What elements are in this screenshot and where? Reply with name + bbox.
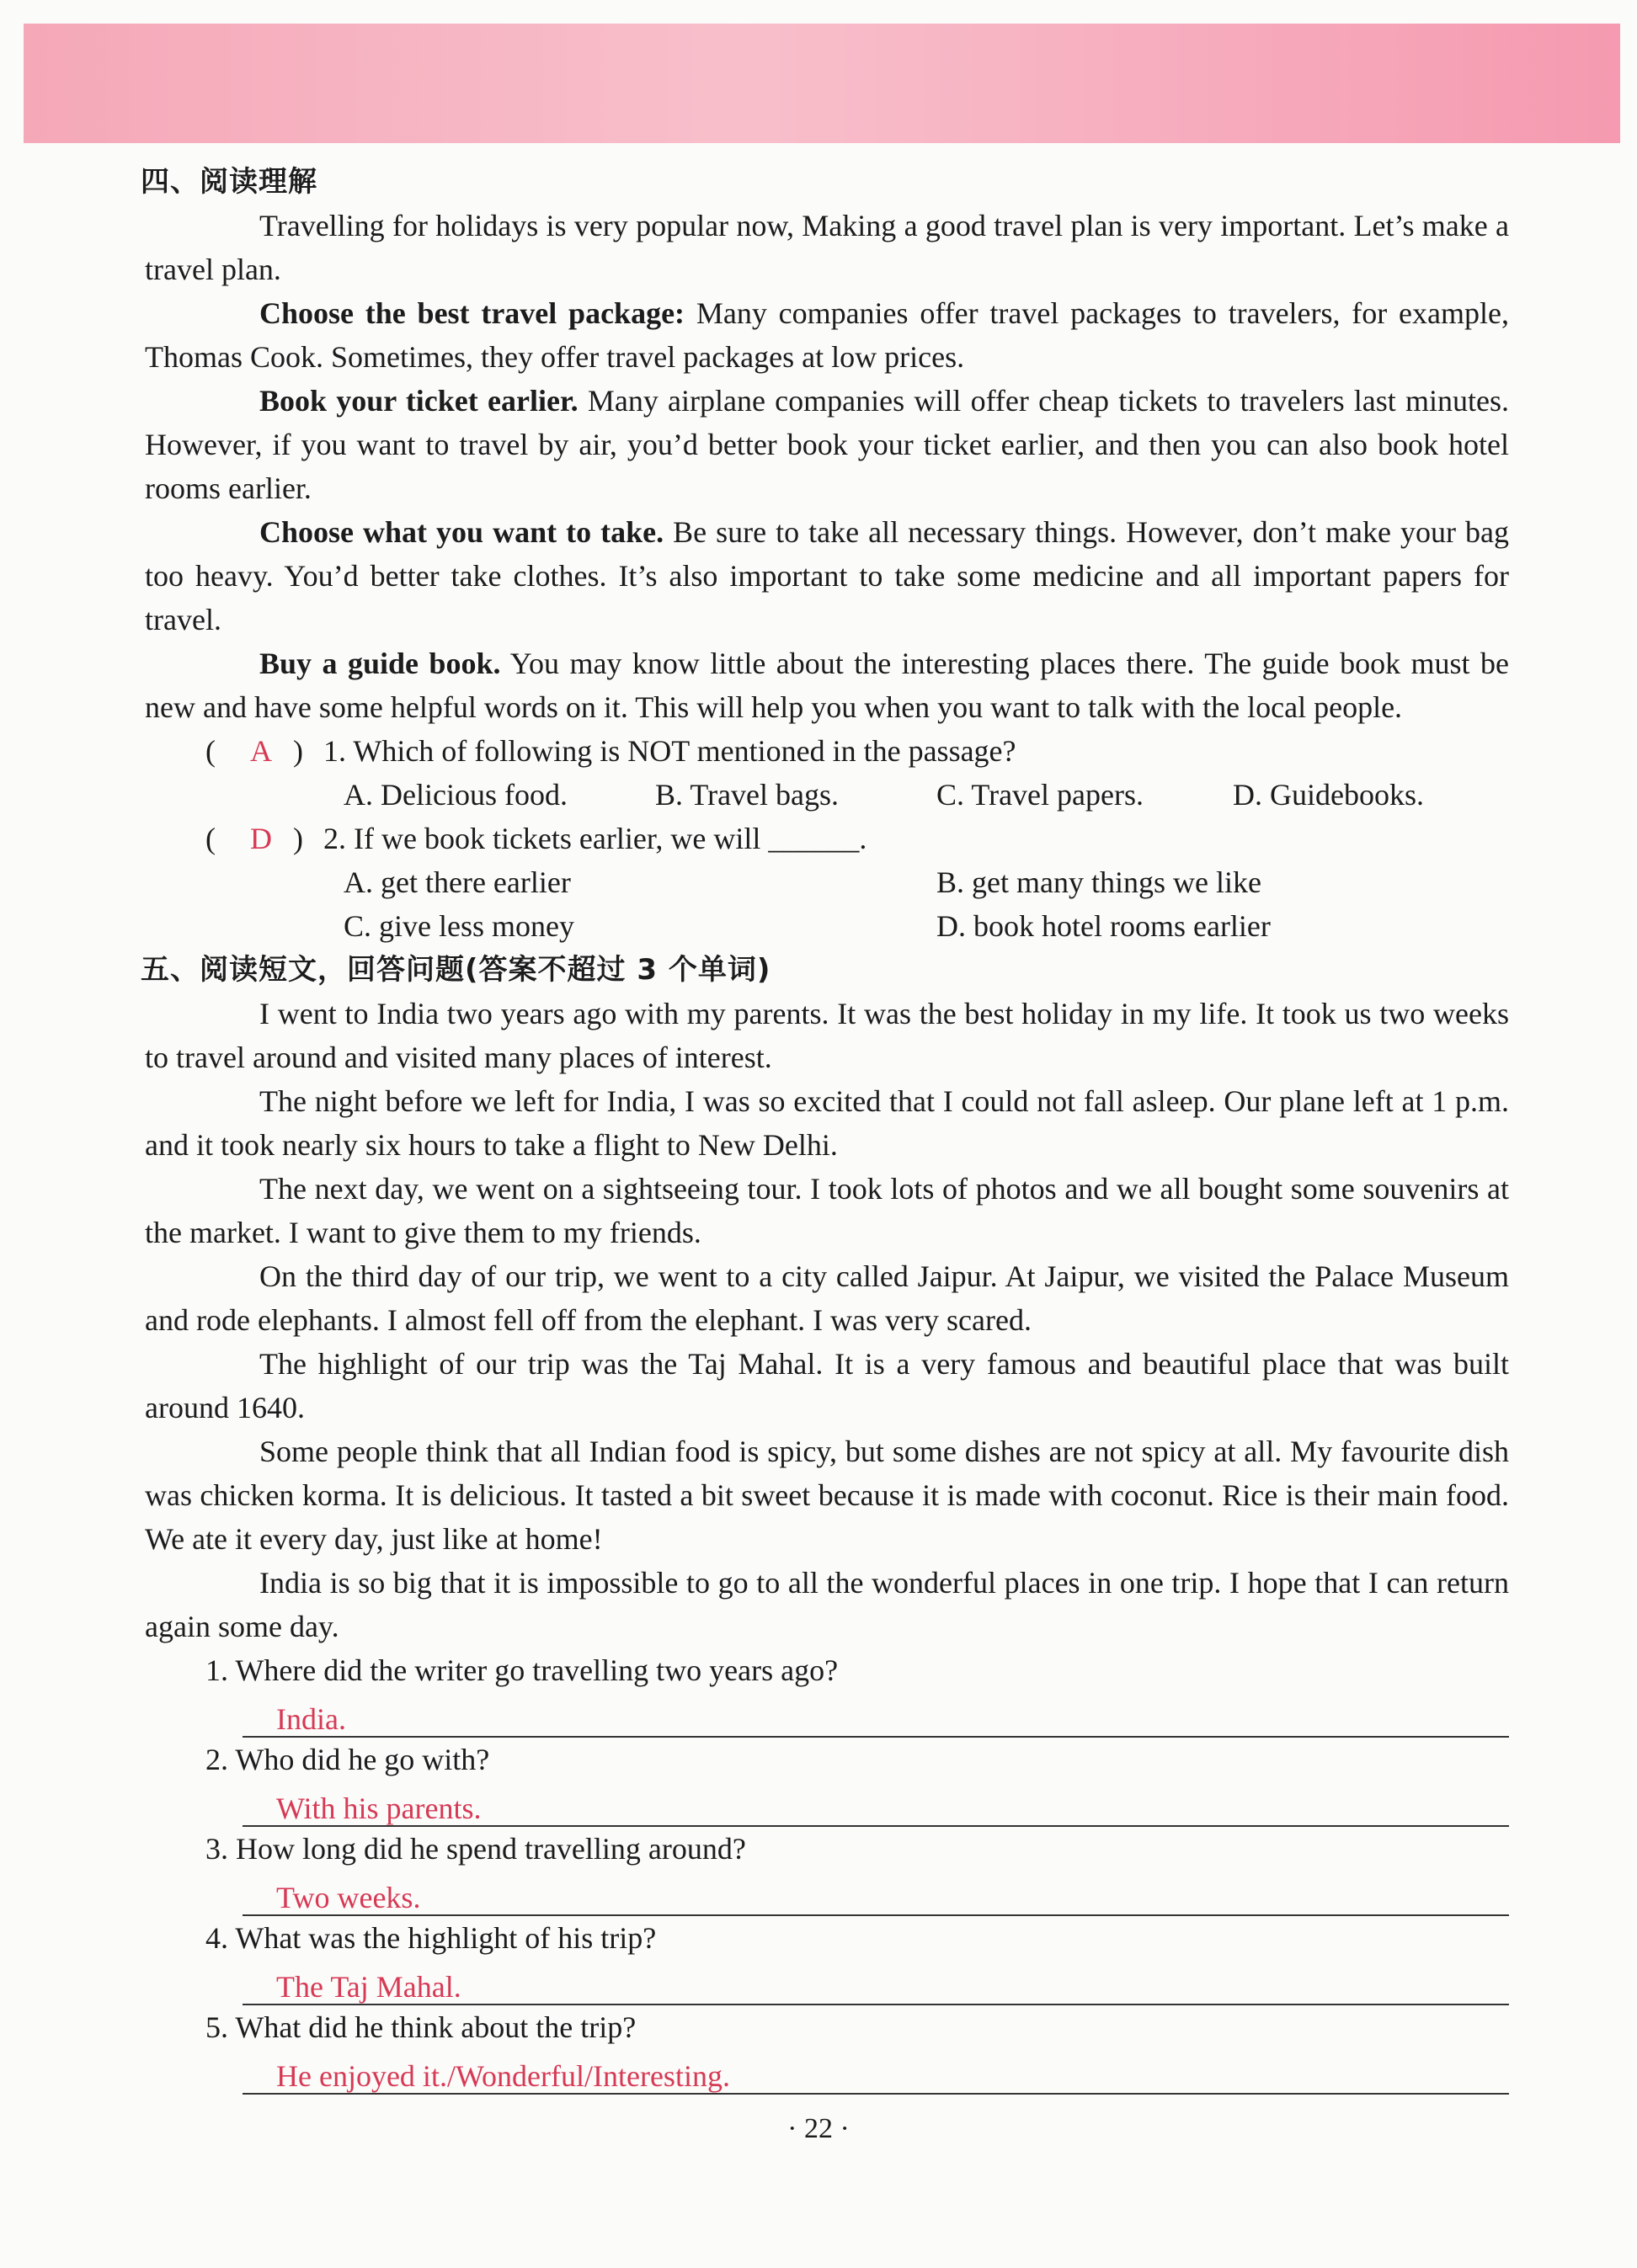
option: D. book hotel rooms earlier [936, 909, 1271, 943]
option: A. Delicious food. [344, 778, 568, 812]
mc-answer: A [250, 734, 272, 768]
section4-title: 四、阅读理解 [141, 165, 317, 199]
mc-question-1 [145, 729, 1509, 773]
tip-title: Choose the best travel package: [259, 296, 685, 330]
question-text: 2. If we book tickets earlier, we will ______. [323, 822, 867, 855]
tip-text: Be sure to take all necessary things. However, don’t make your bag too heavy. You’d better take clothes. It’s also important to take some medicine and all important papers for travel. [145, 515, 1509, 636]
tip-paragraph [145, 379, 1509, 510]
story-paragraph: India is so big that it is impossible to go to all the wonderful places in one trip. I hope that I can return again some day. [145, 1566, 1509, 1643]
story-paragraph: The highlight of our trip was the Taj Mahal. It is a very famous and beautiful place that was built around 1640. [145, 1347, 1509, 1424]
header-banner [24, 24, 1620, 143]
mc-options-2b [145, 904, 1509, 948]
mc-question-2 [145, 817, 1509, 860]
answer-text: India. [276, 1702, 346, 1736]
answer-text: He enjoyed it./Wonderful/Interesting. [276, 2059, 730, 2093]
bracket-open: ( [205, 734, 216, 768]
mc-options-2a [145, 860, 1509, 904]
tip-title: Choose what you want to take. [259, 515, 664, 549]
option: C. Travel papers. [936, 778, 1144, 812]
section4-intro: Travelling for holidays is very popular now, Making a good travel plan is very important. Let’s make a travel plan. [145, 209, 1509, 286]
question-text: 1. Which of following is NOT mentioned in the passage? [323, 734, 1016, 768]
page-number: · 22 · [787, 2113, 850, 2144]
bracket-open: ( [205, 822, 216, 855]
answer-line[interactable] [243, 1781, 1509, 1827]
option: A. get there earlier [344, 865, 571, 899]
short-question: 3. How long did he spend travelling around? [205, 1832, 746, 1866]
option: B. Travel bags. [655, 778, 840, 812]
tip-text: Many airplane companies will offer cheap tickets to travelers last minutes. However, if you want to travel by air, you’d better book your ticket earlier, and then you can also book hotel rooms earlier. [145, 384, 1509, 505]
story-paragraph: The next day, we went on a sightseeing tour. I took lots of photos and we all bought some souvenirs at the market. I want to give them to my friends. [145, 1172, 1509, 1249]
tip-text: You may know little about the interesting places there. The guide book must be new and have some helpful words on it. This will help you when you want to talk with the local people. [145, 647, 1509, 724]
tip-paragraph [145, 510, 1509, 642]
answer-text: Two weeks. [276, 1881, 421, 1914]
section5-title: 五、阅读短文，回答问题(答案不超过 3 个单词) [141, 953, 771, 987]
answer-line[interactable] [243, 1960, 1509, 2005]
tip-title: Book your ticket earlier. [259, 384, 579, 418]
page-content [141, 160, 1509, 2095]
answer-line[interactable] [243, 2049, 1509, 2095]
tip-text: Many companies offer travel packages to travelers, for example, Thomas Cook. Sometimes, they offer travel packages at low prices. [145, 296, 1509, 374]
tip-title: Buy a guide book. [259, 647, 501, 680]
tip-paragraph [145, 642, 1509, 729]
option: D. Guidebooks. [1233, 778, 1424, 812]
option: B. get many things we like [936, 865, 1261, 899]
answer-text: The Taj Mahal. [276, 1970, 461, 2004]
story-paragraph: I went to India two years ago with my parents. It was the best holiday in my life. It took us two weeks to travel around and visited many places of interest. [145, 997, 1509, 1074]
story-paragraph: Some people think that all Indian food is spicy, but some dishes are not spicy at all. My favourite dish was chicken korma. It is delicious. It tasted a bit sweet because it is made with coconut. Rice is their main food. We ate it every day, just like at home! [145, 1435, 1509, 1556]
tip-paragraph [145, 291, 1509, 379]
answer-text: With his parents. [276, 1792, 482, 1825]
story-paragraph: The night before we left for India, I was so excited that I could not fall asleep. Our plane left at 1 p.m. and it took nearly six hours to take a flight to New Delhi. [145, 1084, 1509, 1162]
short-question: 4. What was the highlight of his trip? [205, 1921, 657, 1955]
mc-options-1 [145, 773, 1509, 817]
bracket-close: ) [293, 822, 303, 855]
short-question: 5. What did he think about the trip? [205, 2010, 637, 2044]
bracket-close: ) [293, 734, 303, 768]
answer-line[interactable] [243, 1692, 1509, 1738]
answer-line[interactable] [243, 1871, 1509, 1916]
mc-answer: D [250, 822, 272, 855]
story-paragraph: On the third day of our trip, we went to a city called Jaipur. At Jaipur, we visited the Palace Museum and rode elephants. I almost fell off from the elephant. I was very scared. [145, 1259, 1509, 1337]
option: C. give less money [344, 909, 574, 943]
short-question: 2. Who did he go with? [205, 1743, 490, 1776]
short-question: 1. Where did the writer go travelling two years ago? [205, 1653, 839, 1687]
